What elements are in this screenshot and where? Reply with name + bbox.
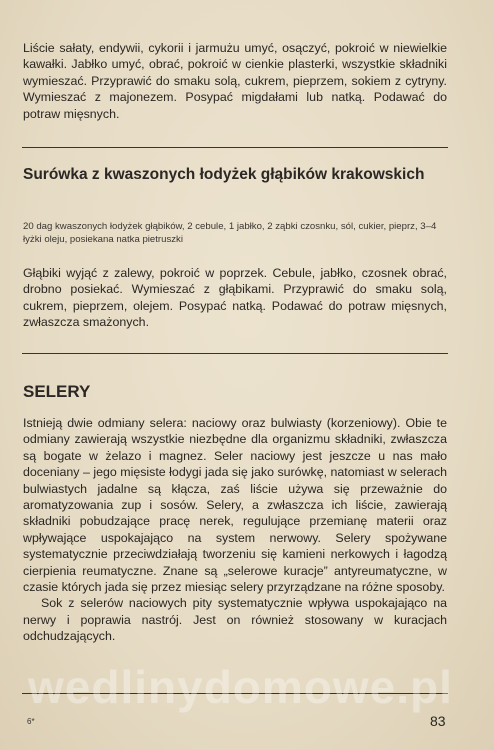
section-title: SELERY [23,382,91,401]
page-number: 83 [430,713,446,729]
recipe-ingredients: 20 dag kwaszonych łodyżek głąbików, 2 cebule, 1 jabłko, 2 ząbki czosnku, sól, cukier, pieprz, 3–4 łyżki oleju, posiekana natka pietruszki [23,221,437,246]
recipe-title: Surówka z kwaszonych łodyżek głąbików krakowskich [23,166,425,183]
printer-signature: 6* [27,717,35,726]
section-paragraph: Sok z selerów naciowych pity systematycznie wpływa uspokajająco na nerwy i poprawia nastrój. Jest on również stosowany w kuracjach odchudzających. [23,596,447,644]
section-body [23,415,447,645]
footer-divider [22,693,448,694]
recipe-instructions: Głąbiki wyjąć z zalewy, pokroić w poprzek. Cebule, jabłko, czosnek obrać, drobno posiekać. Wymieszać z głąbikami. Przyprawić do smaku solą, cukrem, pieprzem, olejem. Posypać natką. Podawać do potraw mięsnych, zwłaszcza smażonych. [23,266,447,330]
section-divider [22,147,448,148]
watermark: wedlinydomowe.pl [28,661,453,713]
section-paragraph: Istnieją dwie odmiany selera: naciowy oraz bulwiasty (korzeniowy). Obie te odmiany zawierają wszystkie niezbędne dla organizmu składniki, zwłaszcza są bogate w żelazo i magnez. Seler naciowy jest jeszcze u nas mało doceniany – jego mięsiste łodygi jada się jako surówkę, natomiast w selerach bulwiastych jadalne są kłącza, zaś liście używa się przeważnie do aromatyzowania zup i sosów. Selery, a zwłaszcza ich liście, zawierają składniki pobudzające pracę nerek, regulujące przemianę materii oraz wpływające uspokajająco na system nerwowy. Selery spożywane systematycznie przeciwdziałają tworzeniu się kamieni nerkowych i łagodzą cierpienia reumatyczne. Znane są „selerowe kuracje” antyreumatyczne, w czasie których jada się przez miesiąc selery przyrządzane na różne sposoby. [23,416,447,595]
intro-paragraph: Liście sałaty, endywii, cykorii i jarmużu umyć, osączyć, pokroić w niewielkie kawałki. Jabłko umyć, obrać, pokroić w cienkie plasterki, wszystkie składniki wymieszać. Przyprawić do smaku solą, cukrem, pieprzem, sokiem z cytryny. Wymieszać z majonezem. Posypać migdałami lub natką. Podawać do potraw mięsnych. [23,41,447,121]
section-divider [22,353,448,354]
